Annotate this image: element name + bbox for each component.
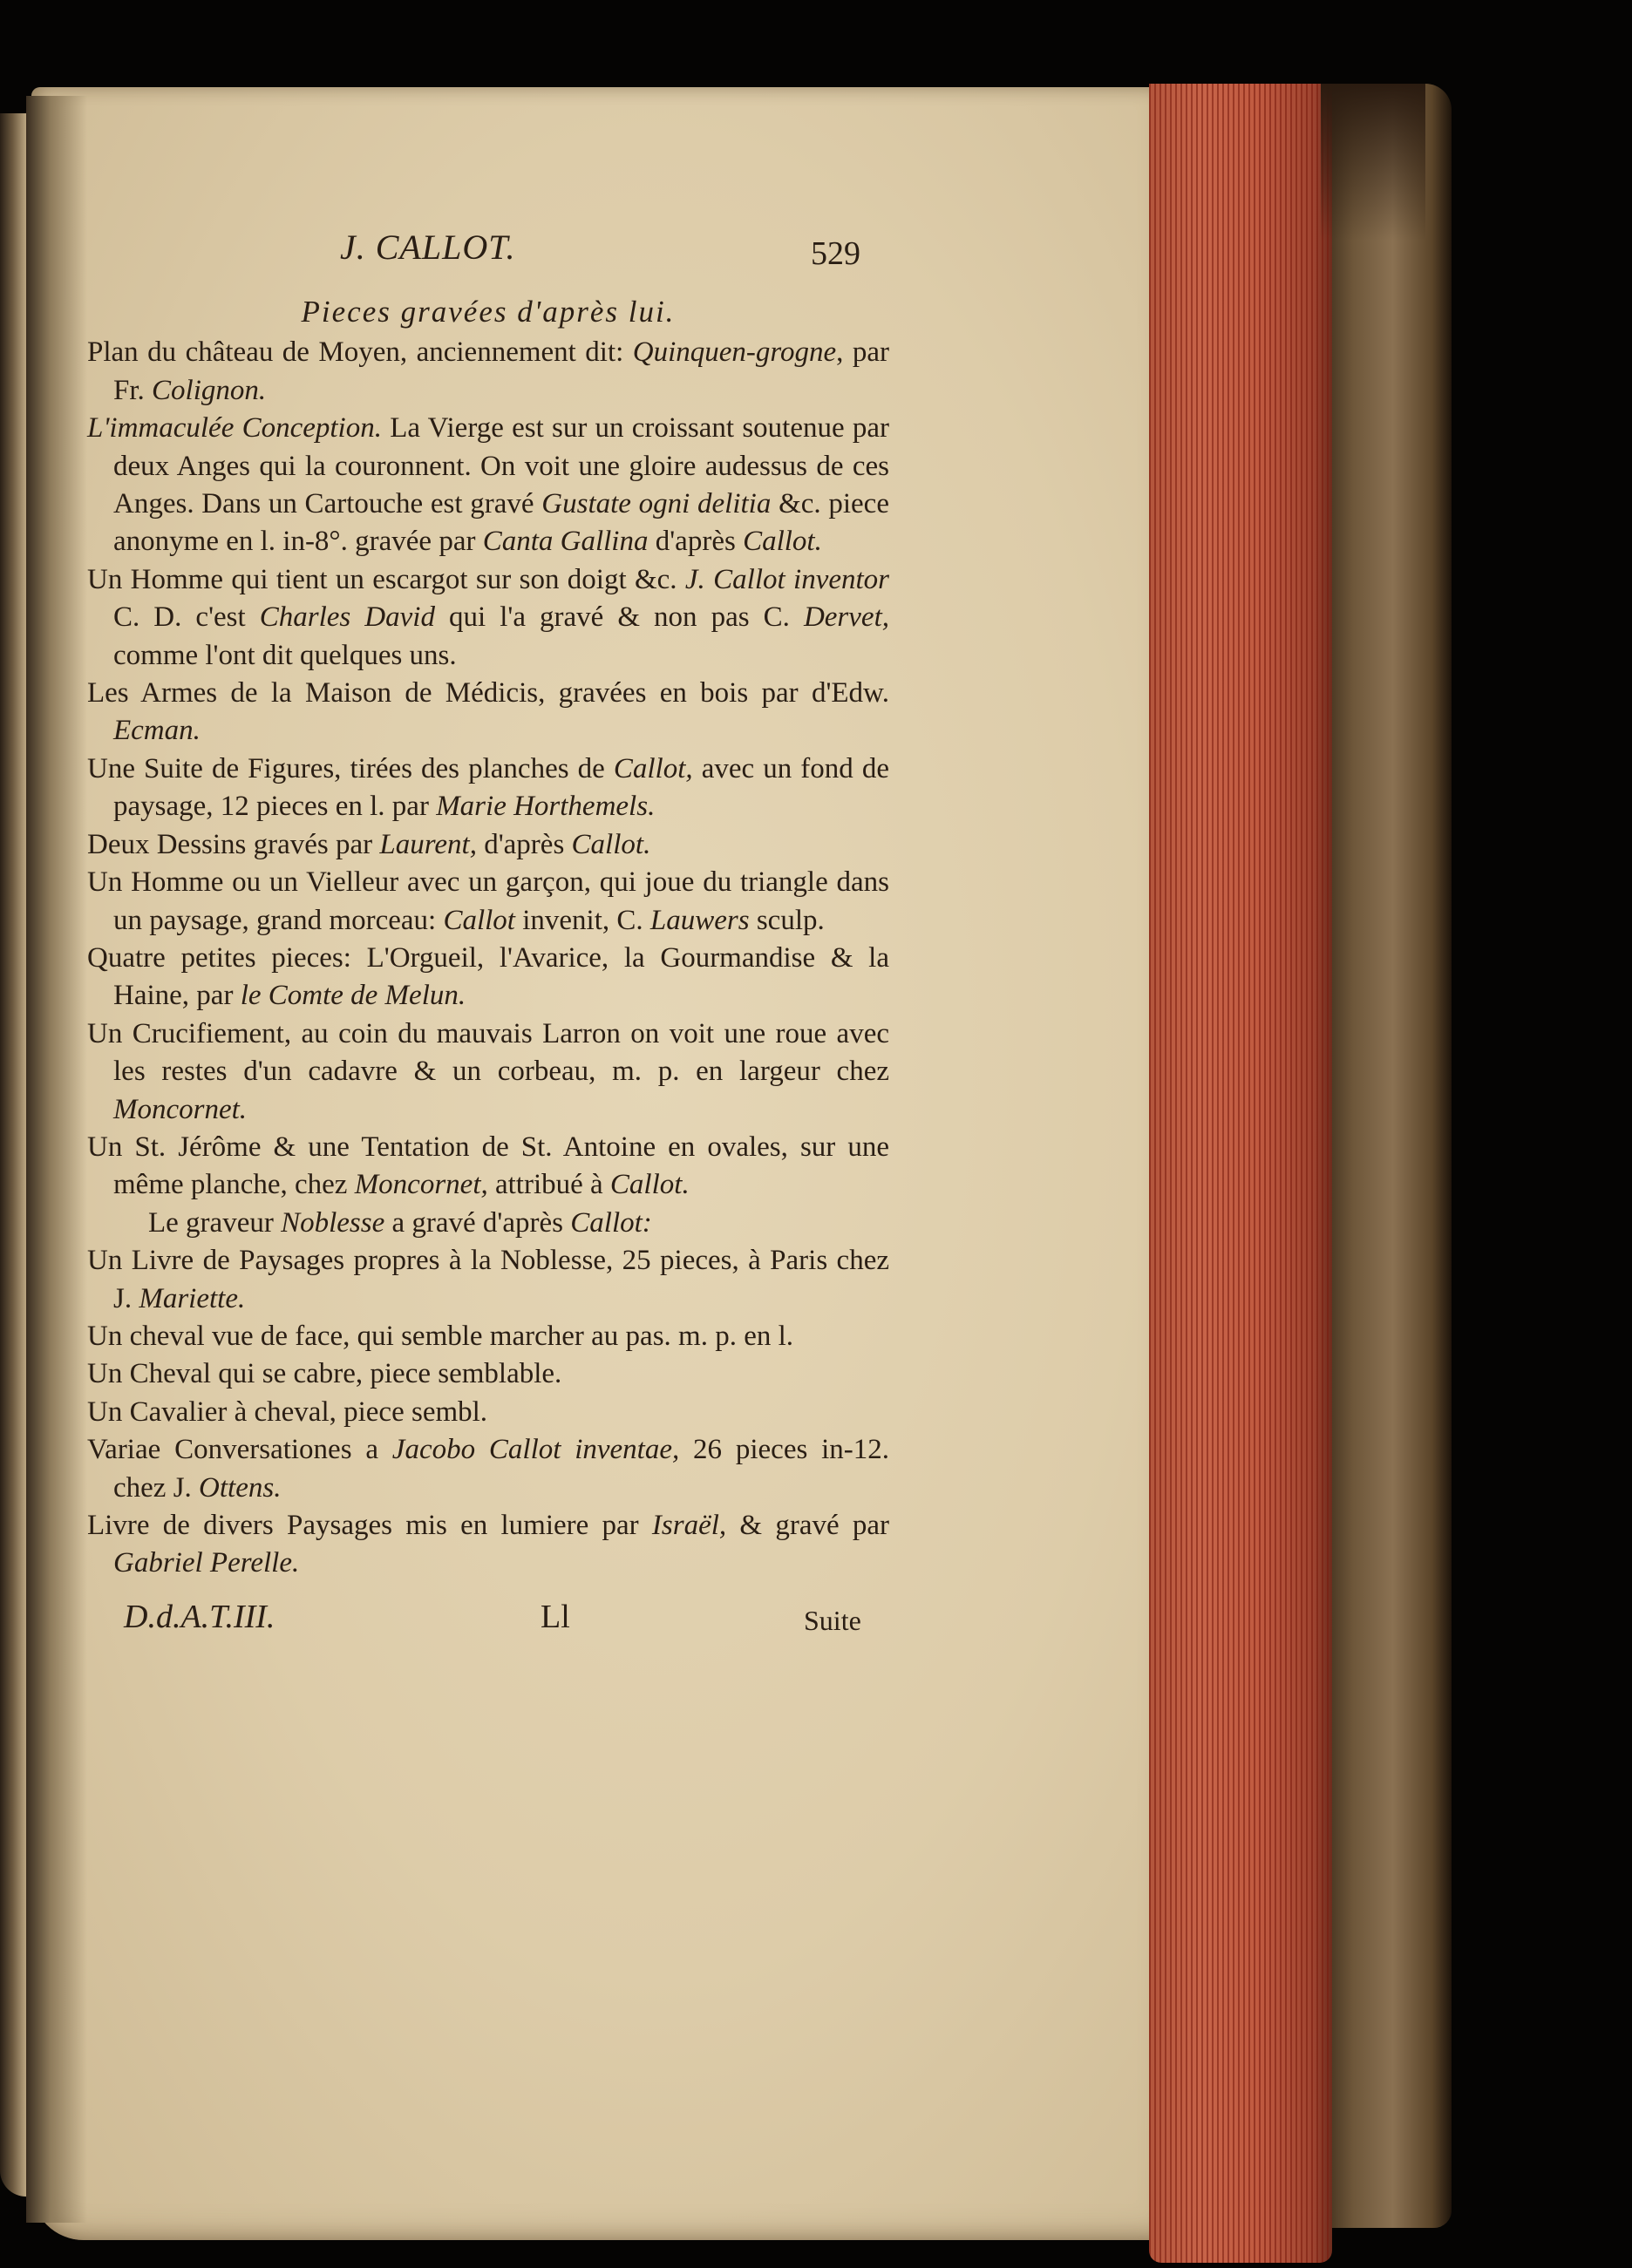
entry-segment: Callot: bbox=[570, 1206, 652, 1239]
entry-segment: Livre de divers Paysages mis en lumiere par bbox=[87, 1510, 652, 1541]
red-fore-edge bbox=[1149, 84, 1332, 2263]
entry-segment: d'après bbox=[648, 526, 744, 558]
entry-segment: Variae Conversationes a bbox=[87, 1434, 392, 1466]
running-title: J. CALLOT. bbox=[340, 227, 516, 267]
text-block bbox=[87, 228, 889, 1651]
section-heading: Pieces gravées d'après lui. bbox=[301, 295, 676, 329]
book-binding bbox=[1321, 84, 1452, 2228]
entry-segment: Un Livre de Paysages propres à la Noblesse, 25 pieces, à Paris chez J. bbox=[87, 1245, 889, 1314]
entry-segment: Deux Dessins gravés par bbox=[87, 828, 380, 860]
binding-shadow bbox=[1321, 84, 1425, 241]
entry-segment: Marie Horthemels. bbox=[436, 791, 656, 823]
entry-segment: , par Fr. bbox=[113, 336, 889, 406]
entry-segment: Plan du château de Moyen, anciennement dit: bbox=[87, 336, 633, 369]
entry-segment: Dervet, bbox=[803, 601, 889, 634]
entry-segment: Canta Gallina bbox=[482, 526, 649, 558]
entry-segment: Le graveur bbox=[148, 1206, 282, 1239]
entry-segment: Moncornet, bbox=[354, 1169, 488, 1201]
entry-segment: La Vierge est sur un croissant soutenue par deux Anges qui la couronnent. On voit une gloire audessus de ces Anges. Dans un Cartouche est gravé bbox=[113, 412, 889, 520]
entry-segment: avec un fond de paysage, 12 pieces en l. par bbox=[113, 752, 890, 823]
entry-segment: Un Crucifiement, au coin du mauvais Larron on voit une roue avec les restes d'un cadavre & un corbeau, m. p. en largeur chez bbox=[87, 1017, 889, 1088]
catalogue-entry bbox=[87, 410, 889, 561]
entry-segment: Israël, bbox=[651, 1510, 727, 1541]
gutter-shadow bbox=[26, 96, 87, 2223]
catalogue-entry bbox=[87, 1431, 889, 1507]
entry-segment: Jacobo Callot inventae, bbox=[391, 1434, 680, 1466]
gathering-mark: Ll bbox=[541, 1598, 570, 1635]
entry-segment: qui l'a gravé & non pas C. bbox=[434, 601, 804, 634]
entry-segment: sculp. bbox=[749, 904, 825, 936]
entry-segment: Un Cavalier à cheval, piece sembl. bbox=[87, 1395, 488, 1428]
entry-segment: Laurent, bbox=[379, 828, 477, 860]
catalogue-entry bbox=[87, 864, 889, 940]
entry-segment: &c. piece anonyme en l. in-8°. gravée par bbox=[113, 488, 889, 558]
entry-segment: Charles David bbox=[259, 601, 435, 634]
entry-segment: Lauwers bbox=[649, 904, 750, 936]
entry-segment: Gustate ogni delitia bbox=[541, 488, 772, 520]
entry-segment: a gravé d'après bbox=[384, 1206, 571, 1239]
catalogue-entry bbox=[87, 1394, 889, 1431]
entry-segment: Un Homme ou un Vielleur avec un garçon, qui joue du triangle dans un paysage, grand morceau: bbox=[87, 866, 889, 936]
catalogue-entry bbox=[87, 1242, 889, 1318]
catalogue-entry bbox=[87, 1507, 889, 1583]
entry-segment: invenit, C. bbox=[514, 904, 650, 936]
entry-segment: Quatre petites pieces: L'Orgueil, l'Avarice, la Gourmandise & la Haine, par bbox=[87, 941, 889, 1012]
entry-list bbox=[87, 334, 889, 1204]
entry-segment: Gabriel Perelle. bbox=[113, 1547, 300, 1579]
sub-heading bbox=[87, 1205, 889, 1242]
entry-segment: Colignon. bbox=[152, 374, 267, 406]
entry-segment: Les Armes de la Maison de Médicis, gravées en bois par d'Edw. bbox=[87, 677, 889, 710]
entry-segment: Moncornet. bbox=[113, 1093, 248, 1125]
entry-list-2 bbox=[87, 1242, 889, 1583]
entry-segment: Un Cheval qui se cabre, piece semblable. bbox=[87, 1358, 562, 1390]
catalogue-entry bbox=[87, 1015, 889, 1129]
entry-segment: Une Suite de Figures, tirées des planches de bbox=[87, 752, 614, 784]
catalogue-entry bbox=[87, 1355, 889, 1393]
signature-mark: D.d.A.T.III. bbox=[124, 1598, 275, 1635]
catalogue-entry bbox=[87, 334, 889, 410]
entry-segment: d'après bbox=[476, 828, 572, 860]
entry-segment: Callot, bbox=[613, 752, 693, 784]
entry-segment: Un St. Jérôme & une Tentation de St. Antoine en ovales, sur une même planche, chez bbox=[87, 1131, 889, 1201]
entry-segment: le Comte de Melun. bbox=[240, 980, 466, 1012]
entry-segment: Callot. bbox=[571, 828, 651, 860]
entry-segment: Callot bbox=[443, 904, 515, 936]
catchword: Suite bbox=[804, 1604, 861, 1636]
catalogue-entry bbox=[87, 561, 889, 675]
catalogue-entry bbox=[87, 675, 889, 750]
catalogue-entry bbox=[87, 1318, 889, 1355]
entry-segment: Quinquen-grogne bbox=[632, 336, 837, 369]
page-number: 529 bbox=[811, 235, 860, 272]
entry-segment: Noblesse bbox=[281, 1206, 385, 1239]
entry-segment: 26 pieces in-12. chez J. bbox=[113, 1434, 890, 1504]
entry-segment: Callot. bbox=[609, 1169, 690, 1201]
catalogue-entry bbox=[87, 826, 889, 864]
entry-segment: Callot. bbox=[743, 526, 822, 558]
entry-segment: & gravé par bbox=[726, 1510, 889, 1541]
entry-segment: Un cheval vue de face, qui semble marcher au pas. m. p. en l. bbox=[87, 1320, 794, 1352]
page-header bbox=[87, 228, 889, 289]
entry-segment: C. D. c'est bbox=[113, 601, 260, 634]
catalogue-entry bbox=[87, 1129, 889, 1205]
entry-segment: J. Callot inventor bbox=[684, 563, 889, 595]
entry-segment: attribué à bbox=[487, 1169, 610, 1201]
entry-segment: comme l'ont dit quelques uns. bbox=[113, 639, 457, 671]
entry-segment: Mariette. bbox=[139, 1282, 246, 1314]
entry-segment: Ottens. bbox=[199, 1471, 282, 1504]
page-footer bbox=[87, 1599, 889, 1651]
entry-segment: Ecman. bbox=[113, 715, 201, 747]
catalogue-entry bbox=[87, 940, 889, 1015]
entry-segment: L'immaculée Conception. bbox=[87, 412, 382, 445]
entry-segment: Un Homme qui tient un escargot sur son doigt &c. bbox=[87, 563, 685, 595]
catalogue-entry bbox=[87, 750, 889, 826]
